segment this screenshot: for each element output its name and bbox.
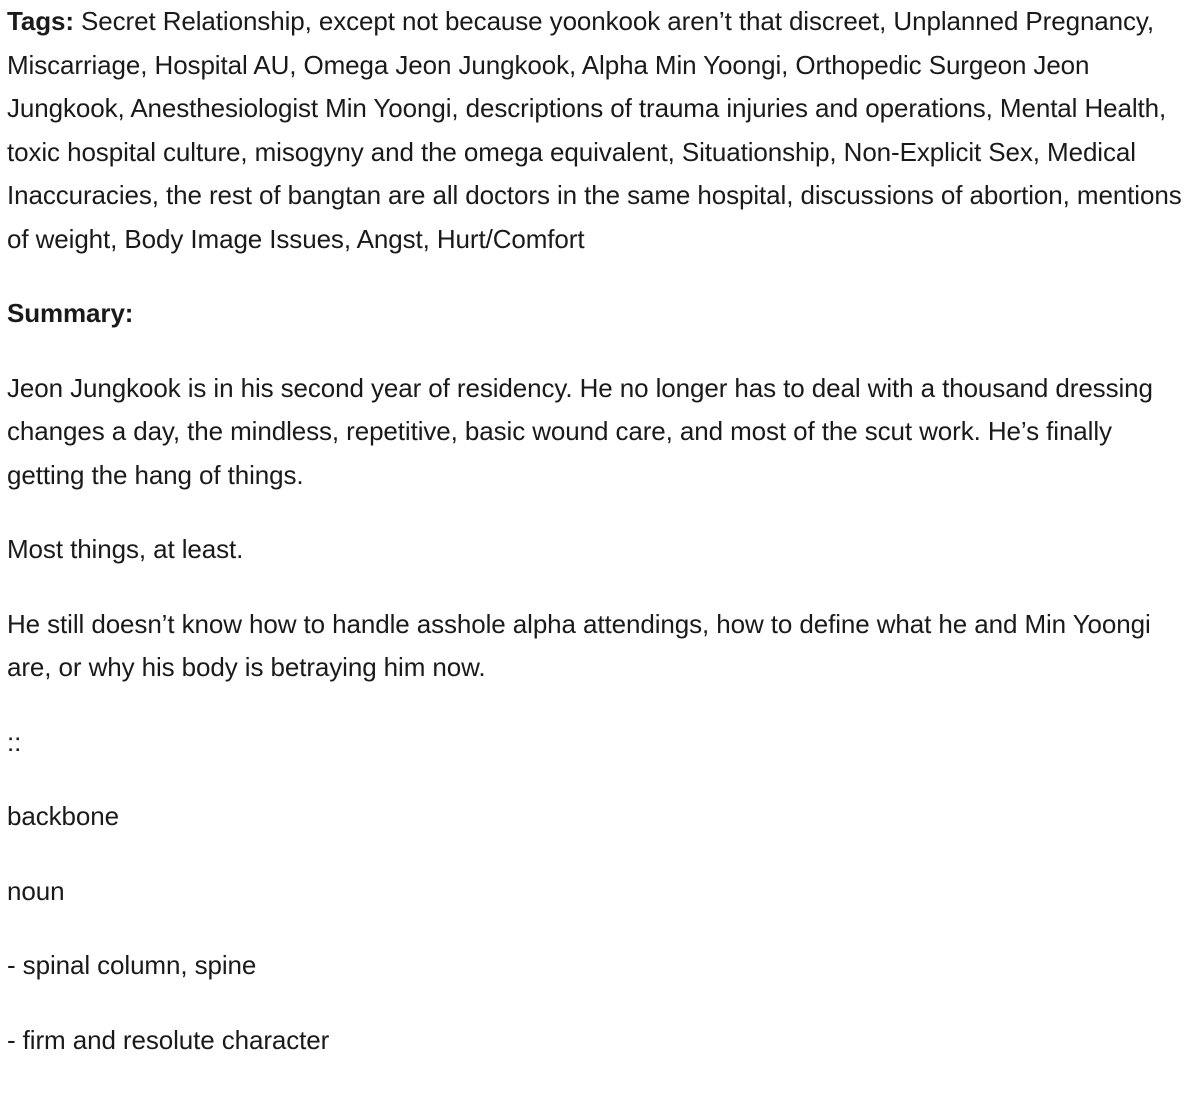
definition-sense: - spinal column, spine [7, 950, 257, 980]
definition-part-of-speech: noun [7, 875, 65, 906]
definition-sense: - firm and resolute character [7, 1024, 330, 1055]
summary-paragraph: Most things, at least. [7, 534, 244, 564]
summary-paragraph: Jeon Jungkook is in his second year of residency. He no longer has to deal with a thousand dressing changes a day, the mindless, repetitive, basic wound care, and most of the scut work. He’s finally getting the hang of things. [7, 372, 1153, 490]
post-body [7, 0, 1187, 1062]
definition-word: backbone [7, 801, 119, 831]
summary-paragraph: He still doesn’t know how to handle asshole alpha attendings, how to define what he and Min Yoongi are, or why his body is betraying him now. [7, 608, 1151, 682]
tags-paragraph [7, 0, 1187, 261]
tags-label: Tags: [7, 6, 74, 36]
tags-text: Secret Relationship, except not because yoonkook aren’t that discreet, Unplanned Pregnancy, Miscarriage, Hospital AU, Omega Jeon Jungkook, Alpha Min Yoongi, Orthopedic Surgeon Jeon Jungkook, Anesthesiologist Min Yoongi, descriptions of trauma injuries and operations, Mental Health, toxic hospital culture, misogyny and the omega equivalent, Situationship, Non-Explicit Sex, Medical Inaccuracies, the rest of bangtan are all doctors in the same hospital, discussions of abortion, mentions of weight, Body Image Issues, Angst, Hurt/Comfort [7, 6, 1182, 254]
section-separator: :: [7, 726, 22, 757]
summary-heading: Summary: [7, 298, 134, 328]
